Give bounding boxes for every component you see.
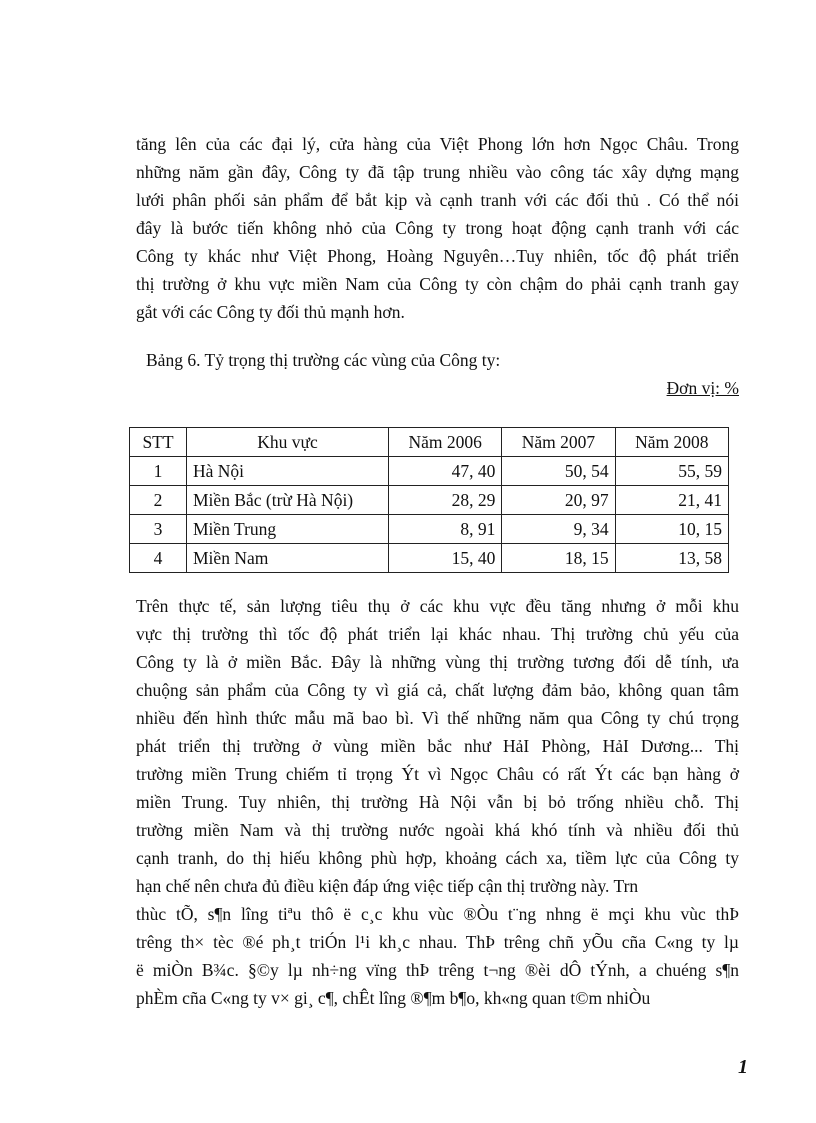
text-line: ë miÒn B¾c. §©y lµ nh÷ng vïng thÞ trêng t¬ng ®èi dÔ tÝnh, a chuéng s¶n [136, 960, 739, 980]
text-line: Trên thực tế, sản lượng tiêu thụ ở các khu vực đều tăng nhưng ở mỗi khu [136, 596, 739, 616]
header-year-2007: Năm 2007 [502, 428, 615, 457]
text-line: thùc tÕ, s¶n lîng tiªu thô ë c¸c khu vùc ®Òu t¨ng nhng ë mçi khu vùc thÞ [136, 904, 739, 924]
text-line: phÈm cña C«ng ty v× gi¸ c¶, chÊt lîng ®¶m b¶o, kh«ng quan t©m nhiÒu [136, 988, 651, 1008]
cell-area: Miền Trung [187, 515, 389, 544]
cell-value: 28, 29 [389, 486, 502, 515]
text-line: thị trường ở khu vực miền Nam của Công ty còn chậm do phải cạnh tranh gay [136, 274, 739, 294]
cell-value: 20, 97 [502, 486, 615, 515]
table-row [130, 544, 729, 573]
page-number: 1 [738, 1056, 748, 1078]
cell-value: 55, 59 [615, 457, 728, 486]
header-year-2006: Năm 2006 [389, 428, 502, 457]
cell-value: 18, 15 [502, 544, 615, 573]
cell-value: 21, 41 [615, 486, 728, 515]
cell-value: 10, 15 [615, 515, 728, 544]
text-line: gắt với các Công ty đối thủ mạnh hơn. [136, 302, 405, 322]
text-line: chuộng sản phẩm của Công ty vì giá cả, chất lượng đảm bảo, không quan tâm [136, 680, 739, 700]
text-line: trường miền Trung chiếm tỉ trọng Ýt vì Ngọc Châu có rất Ýt các bạn hàng ở [136, 764, 739, 784]
text-line: cạnh tranh, do thị hiếu không phù hợp, khoảng cách xa, tiềm lực của Công ty [136, 848, 739, 868]
cell-area: Hà Nội [187, 457, 389, 486]
header-stt: STT [130, 428, 187, 457]
table-row [130, 515, 729, 544]
table-row [130, 457, 729, 486]
text-line: Công ty là ở miền Bắc. Đây là những vùng thị trường tương đối dễ tính, ưa [136, 652, 739, 672]
table-header-row [130, 428, 729, 457]
header-year-2008: Năm 2008 [615, 428, 728, 457]
table-caption: Bảng 6. Tỷ trọng thị trường các vùng của Công ty: [146, 350, 501, 370]
cell-value: 47, 40 [389, 457, 502, 486]
text-line: hạn chế nên chưa đủ điều kiện đáp ứng việc tiếp cận thị trường này. Trn [136, 876, 639, 896]
cell-value: 9, 34 [502, 515, 615, 544]
text-line: đây là bước tiến không nhỏ của Công ty trong hoạt động cạnh tranh với các [136, 218, 739, 238]
cell-area: Miền Nam [187, 544, 389, 573]
text-line: nhiều đến hình thức mẫu mã bao bì. Vì thế những năm qua Công ty chú trọng [136, 708, 739, 728]
cell-value: 50, 54 [502, 457, 615, 486]
text-line: Công ty khác như Việt Phong, Hoàng Nguyên…Tuy nhiên, tốc độ phát triển [136, 246, 739, 266]
text-line: tăng lên của các đại lý, cửa hàng của Việt Phong lớn hơn Ngọc Châu. Trong [136, 134, 739, 154]
cell-value: 8, 91 [389, 515, 502, 544]
market-share-table [129, 427, 729, 573]
cell-value: 15, 40 [389, 544, 502, 573]
text-line: những năm gần đây, Công ty đã tập trung nhiều vào công tác xây dựng mạng [136, 162, 739, 182]
text-line: lưới phân phối sản phẩm để bắt kịp và cạnh tranh với các đối thủ . Có thể nói [136, 190, 739, 210]
cell-stt: 1 [130, 457, 187, 486]
cell-stt: 2 [130, 486, 187, 515]
text-line: phát triển thị trường ở vùng miền bắc như HảI Phòng, HảI Dương... Thị [136, 736, 739, 756]
cell-stt: 4 [130, 544, 187, 573]
text-line: vực thị trường thì tốc độ phát triển lại khác nhau. Thị trường chủ yếu của [136, 624, 739, 644]
unit-label: Đơn vị: % [666, 378, 739, 398]
cell-stt: 3 [130, 515, 187, 544]
header-area: Khu vực [187, 428, 389, 457]
text-line: miền Trung. Tuy nhiên, thị trường Hà Nội vẫn bị bỏ trống nhiều chỗ. Thị [136, 792, 739, 812]
table-row [130, 486, 729, 515]
text-line: trường miền Nam và thị trường nước ngoài khá khó tính và nhiều đối thủ [136, 820, 739, 840]
cell-value: 13, 58 [615, 544, 728, 573]
cell-area: Miền Bắc (trừ Hà Nội) [187, 486, 389, 515]
text-line: trêng th× tèc ®é ph¸t triÓn l¹i kh¸c nhau. ThÞ trêng chñ yÕu cña C«ng ty lµ [136, 932, 739, 952]
